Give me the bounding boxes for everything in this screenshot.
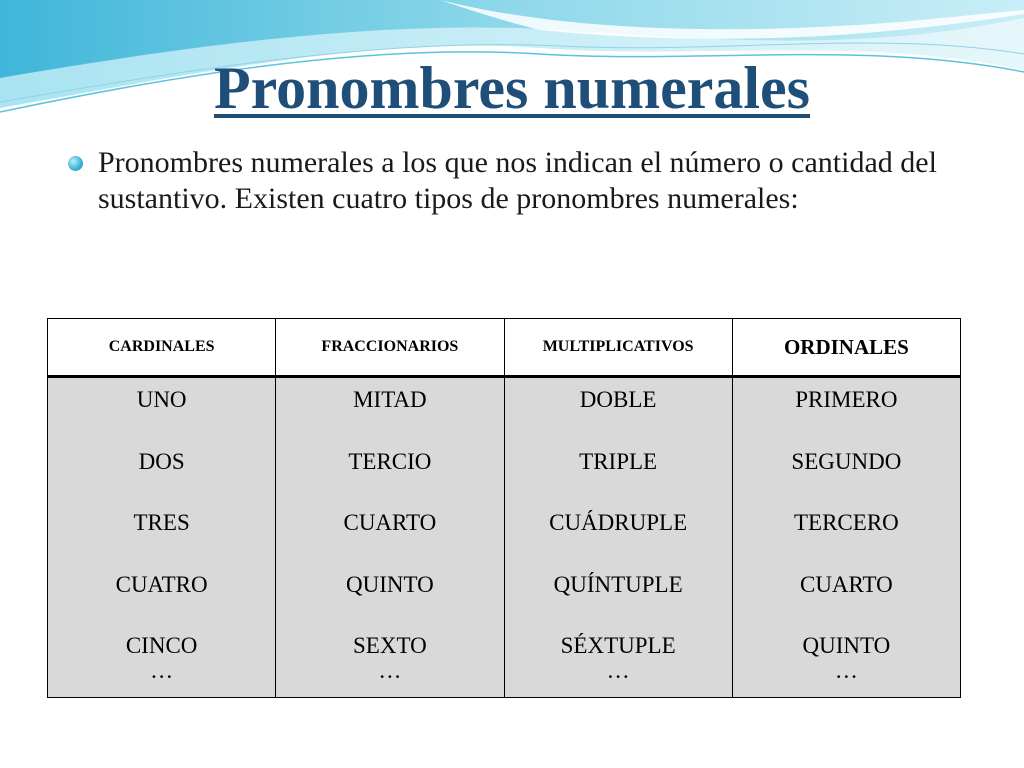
cell-ellipsis: …: [606, 658, 630, 683]
cell-word: TERCERO: [793, 510, 899, 535]
cell-word: CUATRO: [115, 571, 208, 597]
cell-word: MITAD: [353, 387, 427, 412]
cell-word: SEXTO: [353, 633, 427, 658]
cell-word: TRES: [133, 510, 190, 535]
cell-word: CUÁDRUPLE: [549, 510, 688, 535]
cell-ellipsis: …: [150, 658, 174, 683]
header-cardinales: CARDINALES: [48, 319, 276, 377]
column-cardinales: [48, 377, 276, 698]
table-body-row: [48, 377, 961, 698]
numerales-table: [47, 318, 961, 698]
cell-word: CINCO: [125, 633, 198, 658]
header-fraccionarios: FRACCIONARIOS: [276, 319, 504, 377]
header-multiplicativos: MULTIPLICATIVOS: [504, 319, 732, 377]
slide-title-text: Pronombres numerales: [213, 55, 811, 121]
cell-word: TERCIO: [348, 448, 432, 474]
cell-word: QUINTO: [802, 633, 891, 658]
cell-ellipsis: …: [834, 658, 858, 683]
cell-word: QUINTO: [346, 571, 434, 597]
cell-word: TRIPLE: [579, 448, 658, 474]
cell-word: DOS: [138, 448, 185, 474]
header-ordinales: ORDINALES: [732, 319, 960, 377]
slide-title: [0, 48, 1024, 128]
cell-word: DOBLE: [579, 387, 657, 412]
cell-word: QUÍNTUPLE: [553, 571, 683, 597]
cell-ellipsis: …: [378, 658, 402, 683]
cell-word: SÉXTUPLE: [560, 633, 676, 658]
cell-word: CUARTO: [799, 571, 893, 597]
bullet-dot-icon: [68, 156, 83, 171]
cell-word: UNO: [136, 387, 187, 412]
bullet-text: Pronombres numerales a los que nos indican el número o cantidad del sustantivo. Existen cuatro tipos de pronombres numerales:: [98, 146, 937, 215]
cell-word: SEGUNDO: [791, 448, 902, 474]
cell-word: PRIMERO: [795, 387, 898, 412]
column-fraccionarios: [276, 377, 504, 698]
column-ordinales: [732, 377, 960, 698]
cell-word: CUARTO: [343, 510, 437, 535]
table-header-row: [48, 319, 961, 377]
column-multiplicativos: [504, 377, 732, 698]
